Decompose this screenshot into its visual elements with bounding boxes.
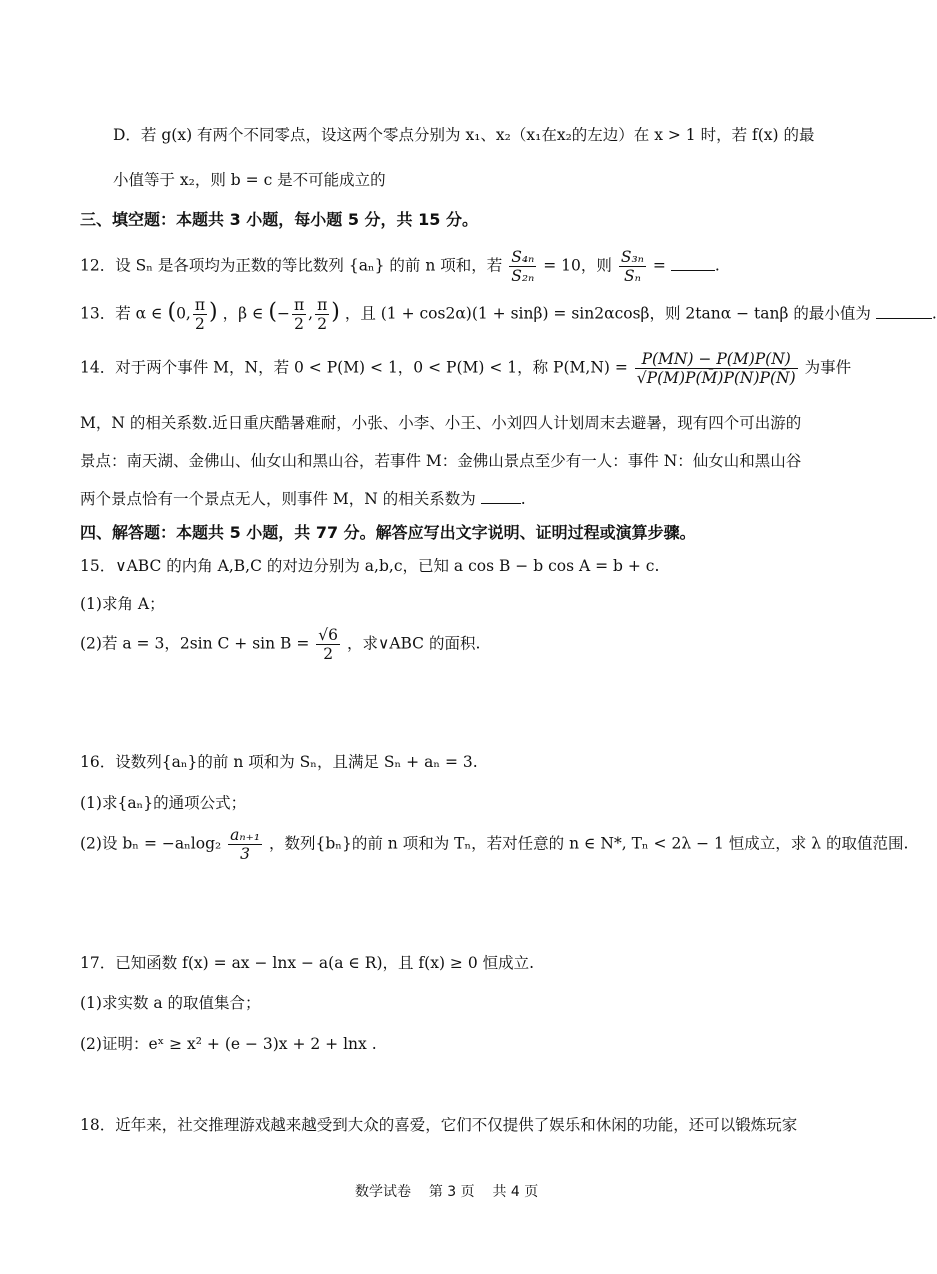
q12-end: . xyxy=(714,256,720,275)
question-14-line1 xyxy=(80,350,851,387)
q13-text-mid2: ，且 (1 + cos2α)(1 + sinβ) = sin2αcosβ，则 2tanα − tanβ 的最小值为 xyxy=(344,304,871,323)
q13-fraction-1: $\frac{\pi}{2}$ xyxy=(194,296,206,333)
q16-part-2-post: ，数列{bₙ}的前 n 项和为 Tₙ，若对任意的 n ∈ N*, Tₙ < 2λ − 1 恒成立，求 λ 的取值范围. xyxy=(269,834,909,853)
footer-page-number: 第 3 页 xyxy=(428,1184,475,1200)
q13-text-pre: 13．若 α ∈ xyxy=(80,304,163,323)
q16-part-2 xyxy=(80,826,908,863)
section-3-heading: 三、填空题：本题共 3 小题，每小题 5 分，共 15 分。 xyxy=(80,210,478,229)
q12-text-post: = xyxy=(652,256,666,275)
q15-part-1: (1)求角 A； xyxy=(80,595,165,613)
q13-text-mid1: ，β ∈ xyxy=(222,304,264,323)
q13-fraction-2: $\frac{\pi}{2}$ xyxy=(293,296,305,333)
q14-line4-text: 两个景点恰有一个景点无人，则事件 M，N 的相关系数为 xyxy=(80,490,476,508)
q13-end: . xyxy=(931,304,937,323)
q16-part-2-pre: (2)设 bₙ = −aₙlog₂ xyxy=(80,834,222,853)
q12-text-pre: 12．设 Sₙ 是各项均为正数的等比数列 {aₙ} 的前 n 项和，若 xyxy=(80,256,503,275)
q17-part-1: (1)求实数 a 的取值集合； xyxy=(80,994,261,1012)
q15-part-2 xyxy=(80,626,480,663)
question-13: 13．若 α ∈ (0, $\frac{\pi}{2}$ ) ，β ∈ (− $\frac{\pi}{2}$ , $\frac{\pi}{2}$ ) ，且 (1 + cos2α)(1 + sinβ) = sin2αcosβ，则 2tanα − tanβ 的最小值为 . xyxy=(80,296,937,333)
q12-text-mid: = 10，则 xyxy=(543,256,612,275)
section-4-heading: 四、解答题：本题共 5 小题，共 77 分。解答应写出文字说明、证明过程或演算步骤。 xyxy=(80,523,696,542)
q14-text-post: 为事件 xyxy=(804,358,852,377)
q16-part-1: (1)求{aₙ}的通项公式； xyxy=(80,794,247,812)
q14-end: . xyxy=(520,490,526,508)
question-12 xyxy=(80,248,720,285)
q14-line4 xyxy=(80,487,526,510)
q14-answer-blank xyxy=(481,487,521,504)
q16-stem: 16．设数列{aₙ}的前 n 项和为 Sₙ，且满足 Sₙ + aₙ = 3. xyxy=(80,753,478,771)
page-footer xyxy=(355,1181,538,1201)
q17-part-2: (2)证明：eˣ ≥ x² + (e − 3)x + 2 + lnx . xyxy=(80,1035,377,1053)
q15-stem: 15．∨ABC 的内角 A,B,C 的对边分别为 a,b,c，已知 a cos B − b cos A = b + c. xyxy=(80,557,660,575)
q18-stem: 18．近年来，社交推理游戏越来越受到大众的喜爱，它们不仅提供了娱乐和休闲的功能，还可以锻炼玩家 xyxy=(80,1116,798,1134)
q15-fraction: $\frac{√6}{2}$ xyxy=(318,626,339,663)
footer-total-pages: 共 4 页 xyxy=(492,1184,539,1200)
q14-correlation-fraction: $\frac{P(MN) - P(M)P(N)}{√P(M)P(M̄)P(N)P(N̄)}$ xyxy=(636,350,796,387)
q12-fraction-1: $\frac{\text{S₄ₙ}}{\text{S₂ₙ}}$ xyxy=(511,248,535,285)
q15-part-2-post: ，求∨ABC 的面积. xyxy=(346,634,481,653)
q14-line2: M，N 的相关系数.近日重庆酷暑难耐，小张、小李、小王、小刘四人计划周末去避暑，现有四个可出游的 xyxy=(80,414,802,432)
q11-option-d-line2: 小值等于 x₂，则 b = c 是不可能成立的 xyxy=(113,171,386,189)
q14-text-pre: 14．对于两个事件 M，N，若 0 < P(M) < 1，0 < P(M) < 1，称 P(M,N) = xyxy=(80,358,628,377)
q12-answer-blank xyxy=(671,254,715,271)
q13-fraction-3: $\frac{\pi}{2}$ xyxy=(317,296,328,333)
q12-fraction-2: $\frac{\text{S₃ₙ}}{\text{Sₙ}}$ xyxy=(620,248,644,285)
q17-stem: 17．已知函数 f(x) = ax − lnx − a(a ∈ R)，且 f(x) ≥ 0 恒成立. xyxy=(80,954,535,972)
q16-fraction: $\frac{\text{aₙ₊₁}}{3}$ xyxy=(230,826,261,863)
q14-line3: 景点：南天湖、金佛山、仙女山和黑山谷，若事件 M：金佛山景点至少有一人：事件 N：仙女山和黑山谷 xyxy=(80,452,802,470)
q13-answer-blank xyxy=(876,302,932,319)
footer-subject: 数学试卷 xyxy=(355,1184,411,1200)
q15-part-2-pre: (2)若 a = 3，2sin C + sin B = xyxy=(80,634,310,653)
q11-option-d-line1: D．若 g(x) 有两个不同零点，设这两个零点分别为 x₁、x₂（x₁在x₂的左边）在 x > 1 时，若 f(x) 的最 xyxy=(113,126,815,144)
